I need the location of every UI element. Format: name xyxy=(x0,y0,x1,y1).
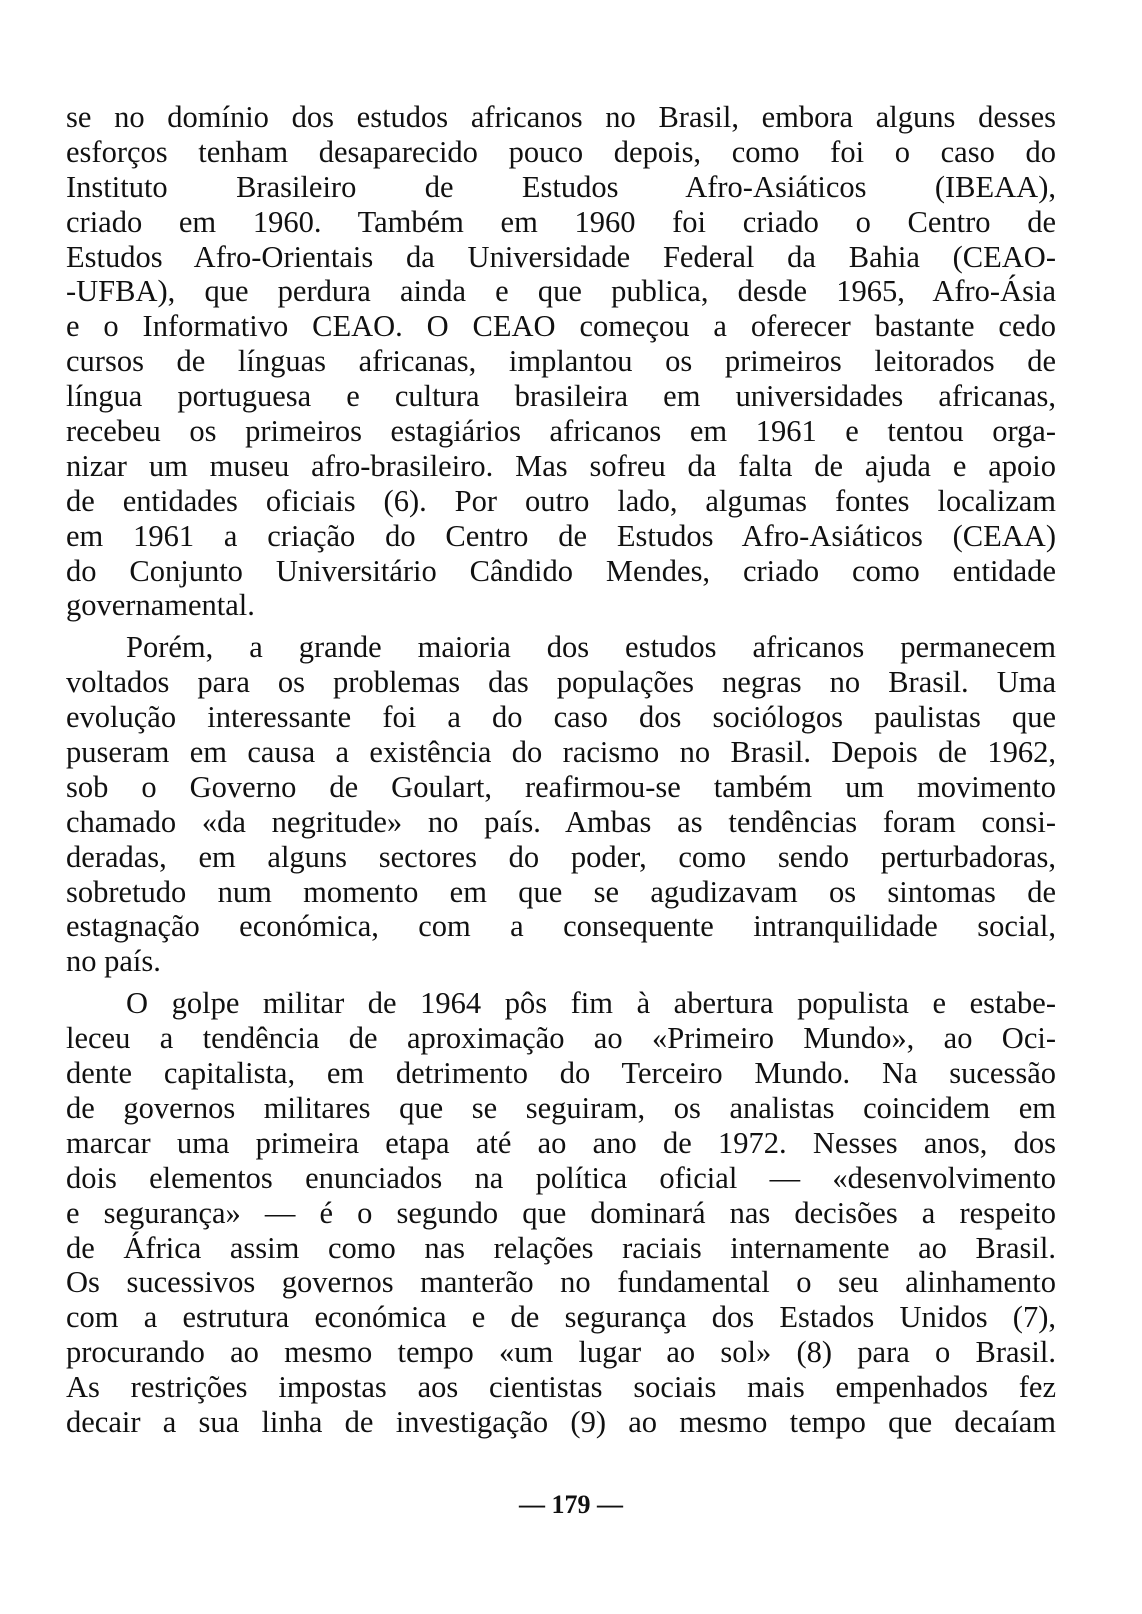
paragraph-2 xyxy=(66,630,1056,979)
text-line: nizar um museu afro-brasileiro. Mas sofreu da falta de ajuda e apoio xyxy=(66,448,1056,483)
paragraph-1 xyxy=(66,100,1056,623)
text-line: de governos militares que se seguiram, os analistas coincidem em xyxy=(66,1090,1056,1125)
text-line: e o Informativo CEAO. O CEAO começou a oferecer bastante cedo xyxy=(66,309,1056,344)
text-line: evolução interessante foi a do caso dos sociólogos paulistas que xyxy=(66,700,1056,735)
text-line: língua portuguesa e cultura brasileira em universidades africanas, xyxy=(66,379,1056,414)
text-line: sob o Governo de Goulart, reafirmou-se também um movimento xyxy=(66,769,1056,804)
text-line: dois elementos enunciados na política oficial — «desenvolvimento xyxy=(66,1160,1056,1195)
text-line: Instituto Brasileiro de Estudos Afro-Asiáticos (IBEAA), xyxy=(66,169,1056,204)
text-line: de entidades oficiais (6). Por outro lado, algumas fontes localizam xyxy=(66,483,1056,518)
text-line: As restrições impostas aos cientistas sociais mais empenhados fez xyxy=(66,1370,1056,1405)
text-line: recebeu os primeiros estagiários africanos em 1961 e tentou orga- xyxy=(66,414,1056,449)
text-line: se no domínio dos estudos africanos no Brasil, embora alguns desses xyxy=(66,100,1056,134)
text-line: leceu a tendência de aproximação ao «Primeiro Mundo», ao Oci- xyxy=(66,1021,1056,1056)
text-line: em 1961 a criação do Centro de Estudos Afro-Asiáticos (CEAA) xyxy=(66,518,1056,553)
text-line: e segurança» — é o segundo que dominará nas decisões a respeito xyxy=(66,1195,1056,1230)
text-line: no país. xyxy=(66,944,161,979)
text-line: marcar uma primeira etapa até ao ano de 1972. Nesses anos, dos xyxy=(66,1125,1056,1160)
text-line: deradas, em alguns sectores do poder, como sendo perturbadoras, xyxy=(66,839,1056,874)
text-line: decair a sua linha de investigação (9) ao mesmo tempo que decaíam xyxy=(66,1404,1056,1439)
text-line: Porém, a grande maioria dos estudos africanos permanecem xyxy=(126,630,1056,665)
text-line: sobretudo num momento em que se agudizavam os sintomas de xyxy=(66,874,1056,909)
text-line: de África assim como nas relações raciais internamente ao Brasil. xyxy=(66,1230,1056,1265)
text-line: chamado «da negritude» no país. Ambas as tendências foram consi- xyxy=(66,804,1056,839)
text-line: esforços tenham desaparecido pouco depois, como foi o caso do xyxy=(66,134,1056,169)
text-line: voltados para os problemas das populações negras no Brasil. Uma xyxy=(66,665,1056,700)
text-line: -UFBA), que perdura ainda e que publica, desde 1965, Afro-Ásia xyxy=(66,274,1056,309)
text-line: cursos de línguas africanas, implantou os primeiros leitorados de xyxy=(66,344,1056,379)
paragraph-3 xyxy=(66,986,1056,1440)
text-line: procurando ao mesmo tempo «um lugar ao sol» (8) para o Brasil. xyxy=(66,1335,1056,1370)
text-line: estagnação económica, com a consequente intranquilidade social, xyxy=(66,909,1056,944)
text-line: com a estrutura económica e de segurança dos Estados Unidos (7), xyxy=(66,1300,1056,1335)
text-line: Estudos Afro-Orientais da Universidade Federal da Bahia (CEAO- xyxy=(66,239,1056,274)
page-number: — 179 — xyxy=(519,1490,623,1519)
text-line: Os sucessivos governos manterão no fundamental o seu alinhamento xyxy=(66,1265,1056,1300)
text-line: O golpe militar de 1964 pôs fim à abertura populista e estabe- xyxy=(126,986,1056,1021)
text-line: puseram em causa a existência do racismo no Brasil. Depois de 1962, xyxy=(66,735,1056,770)
body-text xyxy=(66,100,1056,1440)
text-line: dente capitalista, em detrimento do Terceiro Mundo. Na sucessão xyxy=(66,1056,1056,1091)
text-line: do Conjunto Universitário Cândido Mendes, criado como entidade xyxy=(66,553,1056,588)
text-line: criado em 1960. Também em 1960 foi criado o Centro de xyxy=(66,204,1056,239)
text-line: governamental. xyxy=(66,588,255,623)
